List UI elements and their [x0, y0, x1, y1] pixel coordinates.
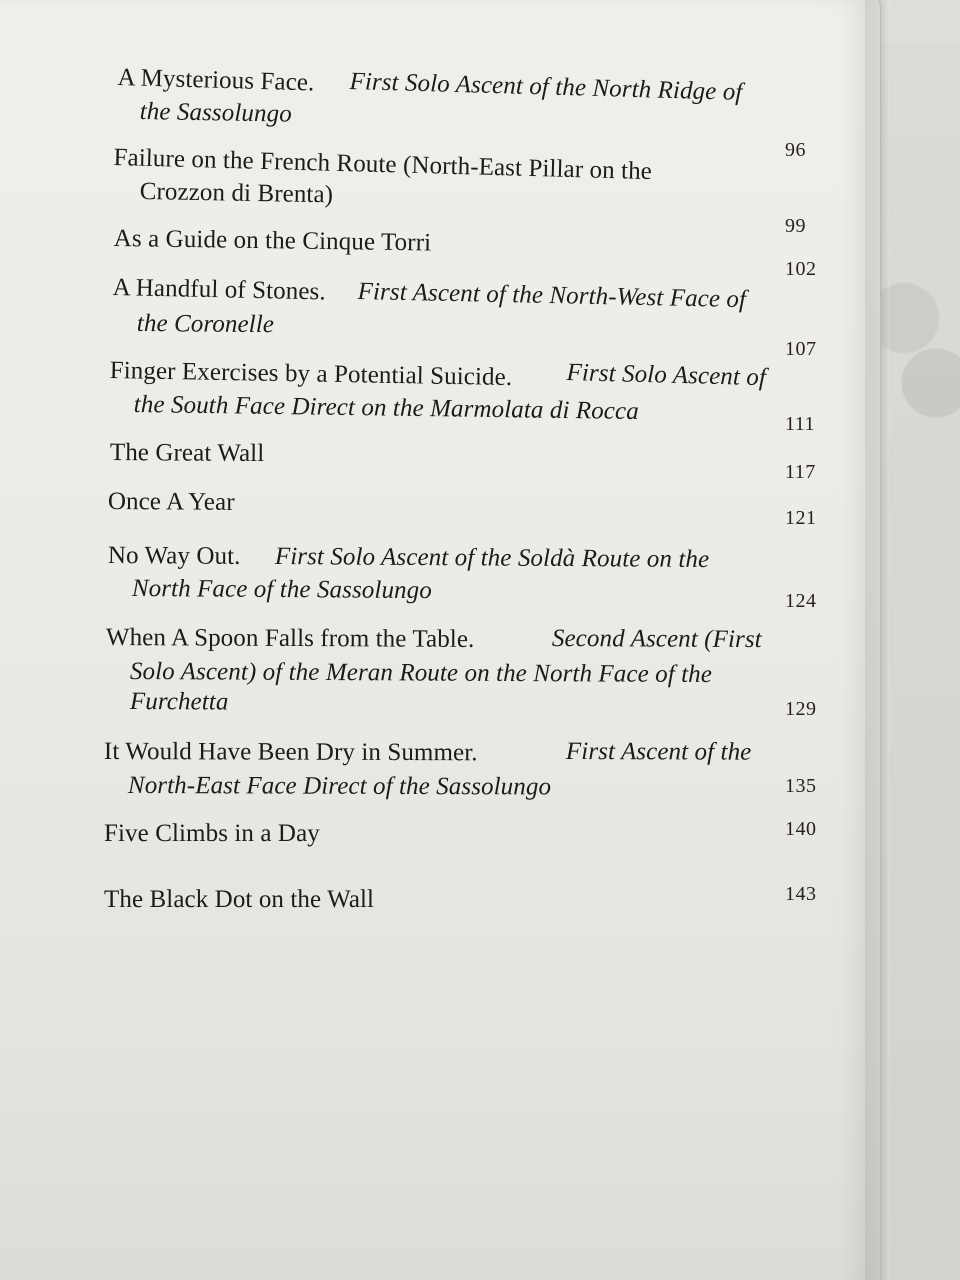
entry-title: Once A Year [107, 487, 235, 516]
entry-title: A Handful of Stones. [112, 273, 327, 306]
entry-subtitle: North-East Face Direct of the Sassolungo [127, 772, 552, 801]
page-number: 99 [785, 215, 806, 237]
page-number: 111 [785, 413, 816, 435]
page-number: 96 [785, 139, 806, 161]
entry-title: A Mysterious Face. [117, 63, 315, 97]
entry-title: When A Spoon Falls from the Table. [105, 624, 475, 653]
entry-title-continued: Crozzon di Brenta) [139, 177, 334, 209]
entry-title: The Black Dot on the Wall [104, 886, 375, 913]
entry-subtitle: the Coronelle [136, 309, 275, 339]
page-number: 140 [785, 818, 817, 840]
entry-title: Five Climbs in a Day [104, 820, 320, 847]
entry-subtitle: the Sassolungo [139, 97, 293, 128]
page-number: 102 [785, 258, 817, 280]
entry-subtitle: First Solo Ascent of the Soldà Route on the [274, 542, 710, 574]
page-number: 129 [785, 698, 817, 720]
page-number: 143 [785, 883, 817, 905]
entry-title: Finger Exercises by a Potential Suicide. [109, 356, 513, 392]
entry-subtitle: Furchetta [129, 688, 229, 716]
entry-subtitle: North Face of the Sassolungo [131, 574, 432, 605]
page-number: 117 [785, 461, 816, 483]
entry-subtitle: First Solo Ascent of [566, 358, 767, 392]
page-number: 121 [785, 507, 817, 529]
page-number: 124 [785, 590, 817, 612]
entry-title: Failure on the French Route (North-East Pillar on the [113, 143, 653, 186]
entry-title: As a Guide on the Cinque Torri [113, 224, 432, 257]
page-number: 135 [785, 775, 817, 797]
entry-subtitle: First Ascent of the North-West Face of [357, 277, 747, 314]
entry-subtitle: the South Face Direct on the Marmolata di Rocca [133, 390, 639, 426]
entry-subtitle: First Solo Ascent of the North Ridge of [349, 67, 743, 106]
entry-subtitle: Solo Ascent) of the Meran Route on the North Face of the [129, 658, 713, 689]
entry-subtitle: Second Ascent (First [551, 625, 762, 654]
entry-title: It Would Have Been Dry in Summer. [103, 738, 478, 767]
entry-title: The Great Wall [109, 438, 265, 468]
entry-subtitle: First Ascent of the [565, 738, 752, 766]
entry-title: No Way Out. [107, 541, 241, 570]
page-number: 107 [785, 338, 817, 360]
